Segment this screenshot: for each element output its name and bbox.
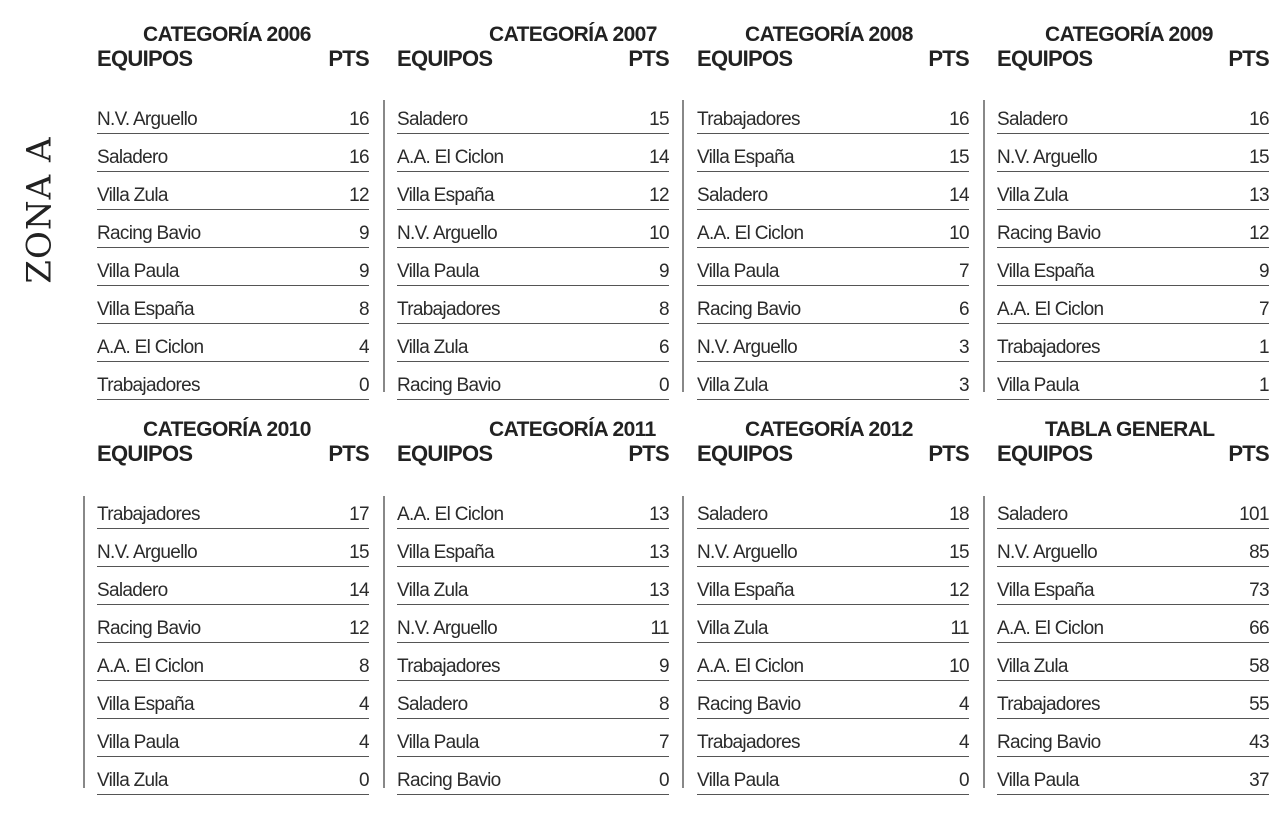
column-header-team: EQUIPOS [397, 46, 493, 71]
team-name: Racing Bavio [397, 375, 501, 396]
team-name: Villa Paula [397, 732, 479, 753]
team-points: 43 [1249, 732, 1269, 753]
team-points: 15 [1249, 147, 1269, 168]
team-points: 8 [359, 656, 369, 677]
table-row [997, 96, 1269, 134]
table-rows [97, 491, 369, 795]
standings-table [397, 417, 669, 797]
team-name: Racing Bavio [697, 694, 801, 715]
team-name: Villa España [697, 147, 794, 168]
table-row [97, 719, 369, 757]
standings-table [97, 417, 369, 797]
team-points: 6 [959, 299, 969, 320]
team-points: 0 [959, 770, 969, 791]
team-points: 0 [359, 770, 369, 791]
team-points: 18 [949, 504, 969, 525]
team-name: Villa España [97, 299, 194, 320]
column-header-points: PTS [1228, 441, 1269, 466]
team-points: 16 [349, 109, 369, 130]
table-rows [397, 96, 669, 400]
table-row [397, 134, 669, 172]
team-name: Trabajadores [697, 109, 800, 130]
team-name: Saladero [997, 504, 1068, 525]
table-title: CATEGORÍA 2006 [143, 23, 311, 46]
team-points: 3 [959, 375, 969, 396]
team-points: 37 [1249, 770, 1269, 791]
team-points: 12 [349, 618, 369, 639]
table-row [97, 681, 369, 719]
team-points: 7 [1259, 299, 1269, 320]
table-row [697, 757, 969, 795]
team-name: Racing Bavio [697, 299, 801, 320]
team-points: 8 [659, 299, 669, 320]
table-row [697, 529, 969, 567]
team-points: 9 [659, 261, 669, 282]
table-row [97, 757, 369, 795]
table-row [997, 491, 1269, 529]
team-name: Racing Bavio [97, 618, 201, 639]
team-name: Villa Paula [97, 261, 179, 282]
table-title: CATEGORÍA 2007 [489, 23, 657, 46]
team-name: Villa Zula [697, 375, 768, 396]
team-points: 0 [359, 375, 369, 396]
team-name: A.A. El Ciclon [997, 618, 1104, 639]
table-rows [697, 96, 969, 400]
team-points: 12 [649, 185, 669, 206]
team-points: 9 [359, 261, 369, 282]
zone-label [18, 135, 62, 285]
team-name: Villa Paula [997, 770, 1079, 791]
team-name: Villa Zula [997, 656, 1068, 677]
team-name: A.A. El Ciclon [697, 223, 804, 244]
team-points: 13 [649, 542, 669, 563]
table-row [397, 286, 669, 324]
table-row [697, 643, 969, 681]
table-row [97, 210, 369, 248]
team-name: N.V. Arguello [697, 337, 798, 358]
table-row [97, 324, 369, 362]
table-row [397, 681, 669, 719]
table-row [697, 248, 969, 286]
standings-table [997, 22, 1269, 402]
column-header-points: PTS [1228, 46, 1269, 71]
table-row [997, 643, 1269, 681]
team-points: 9 [359, 223, 369, 244]
team-name: Trabajadores [997, 337, 1100, 358]
team-points: 11 [650, 618, 669, 639]
team-points: 15 [949, 542, 969, 563]
table-row [397, 529, 669, 567]
team-points: 4 [959, 732, 969, 753]
team-name: A.A. El Ciclon [397, 147, 504, 168]
standings-table [97, 22, 369, 402]
team-name: Trabajadores [97, 504, 200, 525]
table-row [997, 567, 1269, 605]
table-row [97, 286, 369, 324]
team-points: 1 [1259, 337, 1269, 358]
team-name: Saladero [397, 694, 468, 715]
team-name: N.V. Arguello [997, 147, 1098, 168]
table-row [697, 567, 969, 605]
team-points: 8 [659, 694, 669, 715]
team-name: Villa España [397, 185, 494, 206]
column-header-team: EQUIPOS [997, 441, 1093, 466]
column-divider [383, 100, 385, 392]
team-name: Saladero [697, 504, 768, 525]
team-name: Racing Bavio [997, 732, 1101, 753]
table-row [997, 719, 1269, 757]
team-points: 13 [649, 504, 669, 525]
table-row [397, 643, 669, 681]
team-name: Villa Paula [697, 261, 779, 282]
team-points: 16 [1249, 109, 1269, 130]
table-title: TABLA GENERAL [1045, 418, 1215, 441]
column-header-points: PTS [628, 441, 669, 466]
table-row [97, 134, 369, 172]
table-row [697, 605, 969, 643]
team-name: Racing Bavio [97, 223, 201, 244]
team-name: A.A. El Ciclon [997, 299, 1104, 320]
team-points: 58 [1249, 656, 1269, 677]
team-points: 12 [349, 185, 369, 206]
team-points: 15 [649, 109, 669, 130]
team-name: Racing Bavio [397, 770, 501, 791]
column-header-team: EQUIPOS [97, 46, 193, 71]
table-row [697, 286, 969, 324]
team-points: 6 [659, 337, 669, 358]
table-rows [97, 96, 369, 400]
table-row [97, 172, 369, 210]
team-points: 3 [959, 337, 969, 358]
table-row [997, 248, 1269, 286]
team-points: 9 [1259, 261, 1269, 282]
table-row [997, 324, 1269, 362]
table-row [997, 362, 1269, 400]
table-row [997, 757, 1269, 795]
table-row [997, 605, 1269, 643]
table-row [697, 719, 969, 757]
team-name: A.A. El Ciclon [697, 656, 804, 677]
table-row [397, 96, 669, 134]
column-header-team: EQUIPOS [697, 46, 793, 71]
table-row [397, 248, 669, 286]
table-row [397, 172, 669, 210]
table-row [697, 324, 969, 362]
team-name: Trabajadores [97, 375, 200, 396]
table-row [697, 210, 969, 248]
team-name: Saladero [697, 185, 768, 206]
table-row [997, 210, 1269, 248]
column-header-team: EQUIPOS [397, 441, 493, 466]
team-name: Villa España [97, 694, 194, 715]
team-points: 15 [949, 147, 969, 168]
column-header-team: EQUIPOS [697, 441, 793, 466]
team-points: 17 [349, 504, 369, 525]
column-divider [682, 100, 684, 392]
team-name: Villa Paula [697, 770, 779, 791]
team-name: N.V. Arguello [97, 109, 198, 130]
table-row [397, 324, 669, 362]
column-divider [682, 496, 684, 788]
team-name: Villa Zula [397, 337, 468, 358]
table-row [997, 172, 1269, 210]
team-points: 12 [949, 580, 969, 601]
team-name: Trabajadores [397, 656, 500, 677]
table-row [397, 757, 669, 795]
team-name: Villa Zula [97, 770, 168, 791]
team-name: Villa España [397, 542, 494, 563]
table-title: CATEGORÍA 2008 [745, 23, 913, 46]
table-row [397, 719, 669, 757]
zone-label-text: ZONA A [20, 136, 61, 284]
team-name: Villa Paula [97, 732, 179, 753]
team-name: N.V. Arguello [397, 618, 498, 639]
table-title: CATEGORÍA 2009 [1045, 23, 1213, 46]
table-row [397, 605, 669, 643]
table-row [997, 134, 1269, 172]
column-header-points: PTS [328, 46, 369, 71]
team-points: 4 [359, 694, 369, 715]
team-name: Trabajadores [997, 694, 1100, 715]
team-points: 10 [949, 656, 969, 677]
table-title: CATEGORÍA 2011 [489, 418, 656, 441]
table-row [697, 96, 969, 134]
team-name: N.V. Arguello [997, 542, 1098, 563]
column-header-team: EQUIPOS [97, 441, 193, 466]
standings-table [697, 417, 969, 797]
table-row [97, 643, 369, 681]
table-rows [397, 491, 669, 795]
table-row [97, 491, 369, 529]
team-name: Villa Zula [697, 618, 768, 639]
team-points: 9 [659, 656, 669, 677]
team-name: Saladero [97, 580, 168, 601]
team-points: 16 [349, 147, 369, 168]
team-name: Saladero [997, 109, 1068, 130]
table-row [997, 529, 1269, 567]
standings-table [397, 22, 669, 402]
team-points: 73 [1249, 580, 1269, 601]
table-row [97, 567, 369, 605]
table-rows [997, 96, 1269, 400]
team-points: 13 [1249, 185, 1269, 206]
table-row [97, 248, 369, 286]
team-points: 0 [659, 770, 669, 791]
table-row [397, 567, 669, 605]
team-points: 7 [659, 732, 669, 753]
team-name: N.V. Arguello [697, 542, 798, 563]
team-name: N.V. Arguello [97, 542, 198, 563]
team-name: Villa Zula [397, 580, 468, 601]
team-points: 8 [359, 299, 369, 320]
team-points: 4 [959, 694, 969, 715]
team-name: Villa España [697, 580, 794, 601]
team-name: Villa España [997, 261, 1094, 282]
column-header-team: EQUIPOS [997, 46, 1093, 71]
team-points: 10 [949, 223, 969, 244]
team-points: 7 [959, 261, 969, 282]
column-divider [983, 496, 985, 788]
table-row [97, 362, 369, 400]
team-name: A.A. El Ciclon [397, 504, 504, 525]
column-header-points: PTS [328, 441, 369, 466]
team-points: 14 [649, 147, 669, 168]
team-name: Villa Zula [997, 185, 1068, 206]
team-points: 11 [950, 618, 969, 639]
table-row [397, 362, 669, 400]
table-row [697, 362, 969, 400]
column-divider [983, 100, 985, 392]
standings-table [697, 22, 969, 402]
table-row [97, 96, 369, 134]
team-points: 16 [949, 109, 969, 130]
table-row [697, 134, 969, 172]
team-points: 4 [359, 732, 369, 753]
team-name: Saladero [397, 109, 468, 130]
team-points: 10 [649, 223, 669, 244]
table-rows [997, 491, 1269, 795]
team-points: 66 [1249, 618, 1269, 639]
team-name: Villa Zula [97, 185, 168, 206]
team-name: Villa Paula [997, 375, 1079, 396]
table-row [397, 491, 669, 529]
column-header-points: PTS [628, 46, 669, 71]
table-row [997, 681, 1269, 719]
column-header-points: PTS [928, 46, 969, 71]
team-points: 15 [349, 542, 369, 563]
table-rows [697, 491, 969, 795]
team-name: Trabajadores [397, 299, 500, 320]
team-points: 85 [1249, 542, 1269, 563]
team-points: 101 [1239, 504, 1269, 525]
column-divider [83, 496, 85, 788]
table-title: CATEGORÍA 2012 [745, 418, 913, 441]
team-name: N.V. Arguello [397, 223, 498, 244]
team-points: 13 [649, 580, 669, 601]
team-points: 1 [1259, 375, 1269, 396]
table-row [397, 210, 669, 248]
team-points: 12 [1249, 223, 1269, 244]
team-points: 14 [949, 185, 969, 206]
table-row [997, 286, 1269, 324]
table-row [697, 491, 969, 529]
team-name: A.A. El Ciclon [97, 337, 204, 358]
team-name: Racing Bavio [997, 223, 1101, 244]
team-points: 14 [349, 580, 369, 601]
column-header-points: PTS [928, 441, 969, 466]
table-row [697, 681, 969, 719]
team-name: A.A. El Ciclon [97, 656, 204, 677]
team-name: Villa España [997, 580, 1094, 601]
team-name: Saladero [97, 147, 168, 168]
standings-table [997, 417, 1269, 797]
table-row [97, 529, 369, 567]
table-row [697, 172, 969, 210]
table-row [97, 605, 369, 643]
team-points: 55 [1249, 694, 1269, 715]
table-title: CATEGORÍA 2010 [143, 418, 311, 441]
team-points: 0 [659, 375, 669, 396]
team-points: 4 [359, 337, 369, 358]
team-name: Villa Paula [397, 261, 479, 282]
team-name: Trabajadores [697, 732, 800, 753]
column-divider [383, 496, 385, 788]
